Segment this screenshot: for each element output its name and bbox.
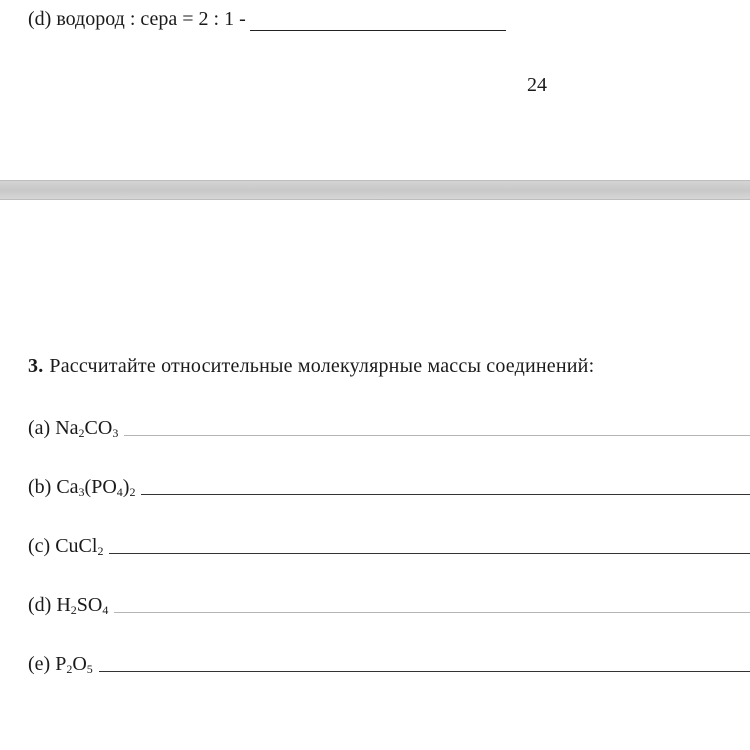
page-number: 24: [527, 74, 547, 96]
question-d-text: (d) водород : сера = 2 : 1 -: [28, 8, 246, 30]
item-label: (c): [28, 535, 56, 557]
item-label: (e): [28, 653, 56, 675]
question-d-line: [28, 8, 506, 31]
subscript: 5: [86, 662, 93, 676]
item-label: (d): [28, 594, 57, 616]
formula-part: Ca: [56, 476, 79, 498]
formula-d: [28, 593, 108, 617]
subscript: 4: [116, 485, 123, 499]
formula-part: H: [56, 594, 71, 616]
subscript: 2: [66, 662, 73, 676]
formula-part: Na: [55, 417, 79, 439]
answer-line-d: [114, 612, 750, 613]
subscript: 2: [78, 426, 85, 440]
subscript: 3: [78, 485, 85, 499]
page-separator: [0, 180, 750, 200]
formula-part: CO: [84, 417, 113, 439]
item-e: [28, 648, 750, 676]
formula-part: SO: [76, 594, 103, 616]
subscript: 2: [70, 603, 77, 617]
formula-a: [28, 416, 118, 440]
formula-e: [28, 652, 93, 676]
item-d: [28, 589, 750, 617]
item-label: (b): [28, 476, 57, 498]
answer-line-b: [141, 494, 750, 495]
formula-part: (PO: [84, 476, 117, 498]
item-c: [28, 530, 750, 558]
answer-blank: [250, 10, 506, 31]
answer-line-c: [109, 553, 750, 554]
formula-part: O: [72, 653, 87, 675]
subscript: 2: [129, 485, 136, 499]
item-label: (a): [28, 417, 56, 439]
formula-c: [28, 534, 103, 558]
formula-part: P: [55, 653, 67, 675]
task-number: 3.: [28, 355, 44, 377]
item-a: [28, 412, 750, 440]
item-b: [28, 471, 750, 499]
answer-line-a: [124, 435, 750, 436]
subscript: 2: [97, 544, 104, 558]
previous-page: [0, 0, 750, 180]
subscript: 3: [112, 426, 119, 440]
subscript: 4: [102, 603, 109, 617]
formula-part: ): [122, 476, 130, 498]
task-heading: [28, 355, 594, 378]
formula-b: [28, 475, 135, 499]
answer-line-e: [99, 671, 750, 672]
formula-part: CuCl: [55, 535, 98, 557]
task-text: Рассчитайте относительные молекулярные массы соединений:: [49, 355, 595, 377]
